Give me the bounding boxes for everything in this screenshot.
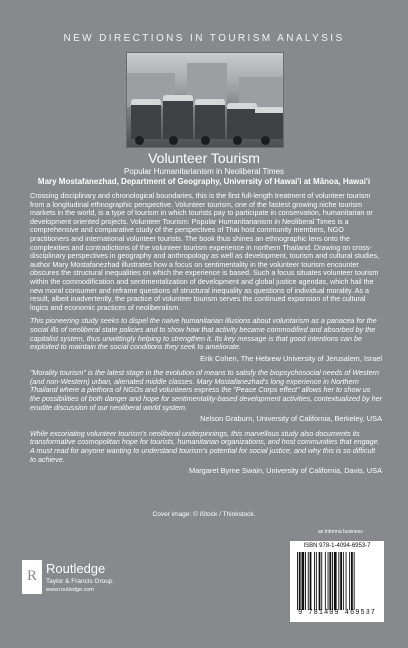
routledge-logo-letter: R <box>26 568 38 584</box>
isbn-barcode <box>290 541 384 622</box>
series-title: NEW DIRECTIONS IN TOURISM ANALYSIS <box>63 33 345 44</box>
publisher-group: Taylor & Francis Group <box>46 578 113 585</box>
barcode-bars-icon <box>296 552 378 610</box>
isbn-label: ISBN 978-1-4094-6953-7 <box>303 543 371 549</box>
publisher-url: www.routledge.com <box>46 587 94 593</box>
publisher-name: Routledge <box>46 561 106 576</box>
cover-text <box>30 192 382 482</box>
routledge-logo-icon <box>22 560 42 594</box>
endorsement-attribution: Nelson Graburn, University of California, Berkeley, USA <box>200 414 382 424</box>
book-subtitle: Popular Humanitarianism in Neoliberal Times <box>123 167 285 176</box>
endorsement-attribution: Erik Cohen, The Hebrew University of Jerusalem, Israel <box>200 353 382 363</box>
barcode-number: 9 781409 469537 <box>297 609 376 617</box>
endorsement-attribution: Margaret Byrne Swain, University of California, Davis, USA <box>188 466 382 476</box>
informa-tagline: an informa business <box>318 529 363 535</box>
cover-image-credit: Cover image: © iStock / Thinkstock. <box>152 511 256 518</box>
book-description: Crossing disciplinary and chronological boundaries, this is the first full-length treatment of volunteer tourism from a longitudinal ethnographic perspective. Volunteer tourism, one of the fastest growing niche tourism markets in the world, is a type of tourism in which tourists pay to participate in conservation, humanitarian or development oriented projects. Volunteer Tourism: Popular Humanitarianism in Neoliberal Times is a comprehensive and comparative study of the perspectives of Thai host community members, NGO practitioners and international volunteer tourists. The book thus shines an ethnographic lens onto the complexities and contradictions of the volunteer tourism experience in northern Thailand. Drawing on cross-disciplinary perspectives in geography and anthropology as well as development, tourism and cultural studies, author Mary Mostafanezhad illustrates how a focus on sentimentality in the volunteer tourism encounter obscures the structural inequalities on which the experience is based. Such a focus situates volunteer tourism within the commodification and sentimentalization of development and global justice agendas, which hail the new moral consumer and reframe questions of structural inequality as questions of individual morality. As a result, albeit inadvertently, the practice of volunteer tourism serves the continued expansion of the cultural logics and economic practices of neoliberalism. <box>30 191 380 312</box>
endorsement-quote: This pioneering study seeks to dispel the naïve humanitarian illusions about voluntarism as a panacea for the social ills of neoliberal state policies and to show how that activity became commodified and absorbed by the capitalist system, thus unwittingly helping to strengthen it. Its key message is that good intentions can be exploited to maintain the social conditions they seek to ameliorate. <box>30 316 377 352</box>
endorsement-quote: "Morality tourism" is the latest stage in the evolution of means to satisfy the biopsychosocial needs of Western (and non-Western) urban, alienated middle classes. Mary Mostafanezhad's long experience in Northern Thailand where a plethora of NGOs and volunteers express the "Peace Corps effect" allows her to show us the possibilities of both danger and hope for sentimentality-based development activities, contextualized by her erudite discussion of our neoliberal world system. <box>30 368 382 412</box>
book-author: Mary Mostafanezhad, Department of Geography, University of Hawai'i at Mānoa, Hawai'i <box>37 177 371 186</box>
cover-photo-tuk-tuks <box>126 52 284 148</box>
book-title: Volunteer Tourism <box>148 150 260 166</box>
endorsement-quote: While excoriating volunteer tourism's neoliberal underpinnings, this marvellous study also documents its transformative cosmopolitan hope for tourists, humanitarian organizations, and host communities that engage. A must read for anyone wanting to understand tourism's potential for social justice, and why this is so difficult to achieve. <box>30 428 380 464</box>
